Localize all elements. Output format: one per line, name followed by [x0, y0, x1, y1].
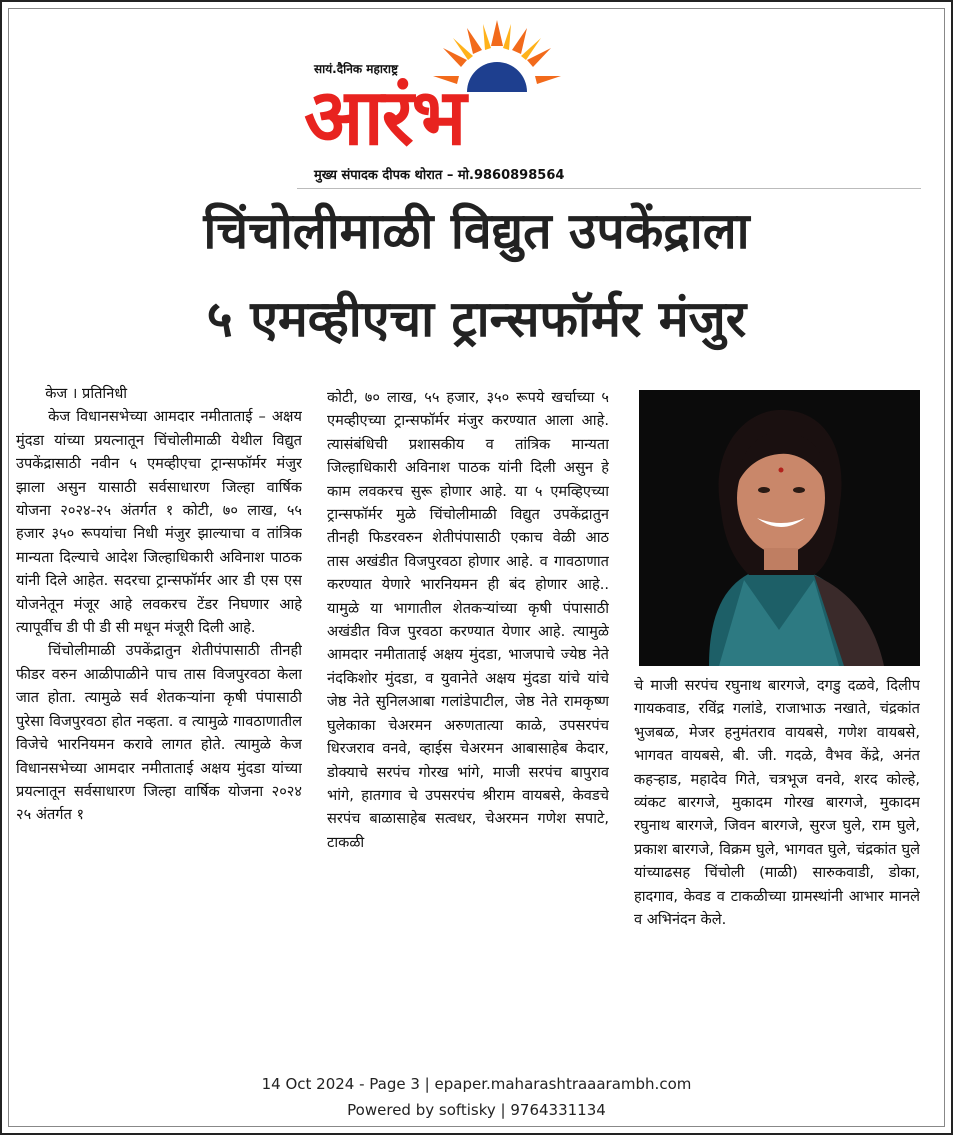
article-paragraph: केज विधानसभेच्या आमदार नमीताताई – अक्षय मुंदडा यांच्या प्रयत्नातून चिंचोलीमाळी येथील विद्युत उपकेंद्रासाठी नवीन ५ एमव्हीएचा ट्रान्सफॉर्मर मंजुर झाला असुन यासाठी सर्वसाधारण जिल्हा वार्षिक योजना २०२४-२५ अंतर्गत १ कोटी, ७० लाख, ५५ हजार ३५० रूपयांचा निधी मंजुर झाल्याचा व तांत्रिक मान्यता दिल्याचे आदेश जिल्हाधिकारी अविनाश पाठक यांनी दिले आहेत. सदरचा ट्रान्सफॉर्मर आर डी एस एस योजनेतून मंजूर आहे लवकरच टेंडर निघणार आहे त्यापूर्वीच डी पी डी सी मधून मंजूरी दिली आहे. [16, 408, 302, 637]
footer-date-page: 14 Oct 2024 - Page 3 | epaper.maharashtraaarambh.com [261, 1075, 692, 1093]
masthead-tagline: सायं.दैनिक महाराष्ट्र [314, 62, 398, 76]
article-column-1 [16, 382, 302, 1037]
article-column-2 [327, 386, 609, 1037]
portrait-image-icon [639, 390, 920, 666]
article-paragraph: कोटी, ७० लाख, ५५ हजार, ३५० रूपये खर्चाच्या ५ एमव्हीएच्या ट्रान्सफॉर्मर मंजुर करण्यात आला आहे. त्यासंबंधिची प्रशासकीय व तांत्रिक मान्यता जिल्हाधिकारी अविनाश पाठक यांनी दिली असुन हे काम लवकरच सुरू होणार आहे. या ५ एमव्हिएच्या ट्रान्सफॉर्मर मुळे चिंचोलीमाळी विद्युत उपकेंद्रातुन तीनही फिडरवरुन शेतीपंपासाठी एकाच वेळी आठ तास अखंडीत विजपुरवठा होणार आहे. व गावठाणात करण्यात येणारे भारनियमन ही बंद होणार आहे.. यामुळे या भागातील शेतकऱ्यांच्या कृषी पंपासाठी अखंडीत विज पुरवठा करण्यात येणार आहे. त्यामुळे आमदार नमीताताई अक्षय मुंदडा, भाजपाचे ज्येष्ठ नेते नंदकिशोर मुंदडा, व युवानेते अक्षय मुंदडा यांचे यांचे जेष्ठ नेते सुनिलआबा गलांडेपाटील, जेष्ठ नेते रामकृष्ण घुलेकाका चेअरमन अरुणतात्या काळे, उपसरपंच धिरजराव वनवे, व्हाईस चेअरमन आबासाहेब केदार, डोक्याचे सरपंच गोरख भांगे, माजी सरपंच बापुराव भांगे, हातगाव चे उपसरपंच श्रीराम वायबसे, केवडचे सरपंच बाळासाहेब सत्वधर, चेअरमन गणेश सपाटे, टाकळी [327, 389, 609, 851]
newspaper-logo: आरंभ [304, 73, 465, 163]
headline-line-2: ५ एमव्हीएचा ट्रान्सफॉर्मर मंजुर [206, 290, 747, 348]
article-column-3 [634, 674, 920, 1037]
headline-line-1: चिंचोलीमाळी विद्युत उपकेंद्राला [203, 202, 750, 260]
masthead-divider [297, 188, 921, 189]
article-dateline: केज । प्रतिनिधी [45, 385, 128, 402]
article-paragraph: चिंचोलीमाळी उपकेंद्रातुन शेतीपंपासाठी तीनही फीडर वरुन आळीपाळीने पाच तास विजपुरवठा केला जात होता. त्यामुळे सर्व शेतकऱ्यांना कृषी पंपासाठी पुरेसा विजपुरवठा होत नव्हता. व त्यामुळे गावठाणातील विजेचे भारनियमन करावे लागत होते. त्यामुळे केज विधानसभेच्या आमदार नमीताताई अक्षय मुंदडा यांच्या प्रयत्नातून सर्वसाधारण जिल्हा वार्षिक योजना २०२४ २५ अंतर्गत १ [16, 642, 302, 824]
mla-portrait-photo [639, 390, 920, 666]
masthead [2, 2, 951, 187]
editor-line: मुख्य संपादक दीपक थोरात – मो.9860898564 [314, 168, 565, 183]
article-paragraph: चे माजी सरपंच रघुनाथ बारगजे, दगडु दळवे, दिलीप गायकवाड, रविंद्र गलांडे, राजाभाऊ नखाते, चंद्रकांत भुजबळ, मेजर हनुमंतराव वायबसे, गणेश वायबसे, भागवत वायबसे, बी. जी. गदळे, वैभव केंद्रे, अनंत कहऱ्हाड, महादेव गिते, चत्रभूज वनवे, शरद कोल्हे, व्यंकट बारगजे, मुकादम गोरख बारगजे, मुकादम रघुनाथ बारगजे, जिवन बारगजे, सुरज घुले, राम घुले, प्रकाश बारगजे, विक्रम घुले, भागवत घुले, चंद्रकांत घुले यांच्याढसह चिंचोली (माळी) सारुकवाडी, डोका, हादगाव, केवड व टाकळीच्या ग्रामस्थांनी आभार मानले व अभिनंदन केले. [634, 677, 920, 929]
footer-powered-by: Powered by softisky | 9764331134 [347, 1101, 606, 1119]
